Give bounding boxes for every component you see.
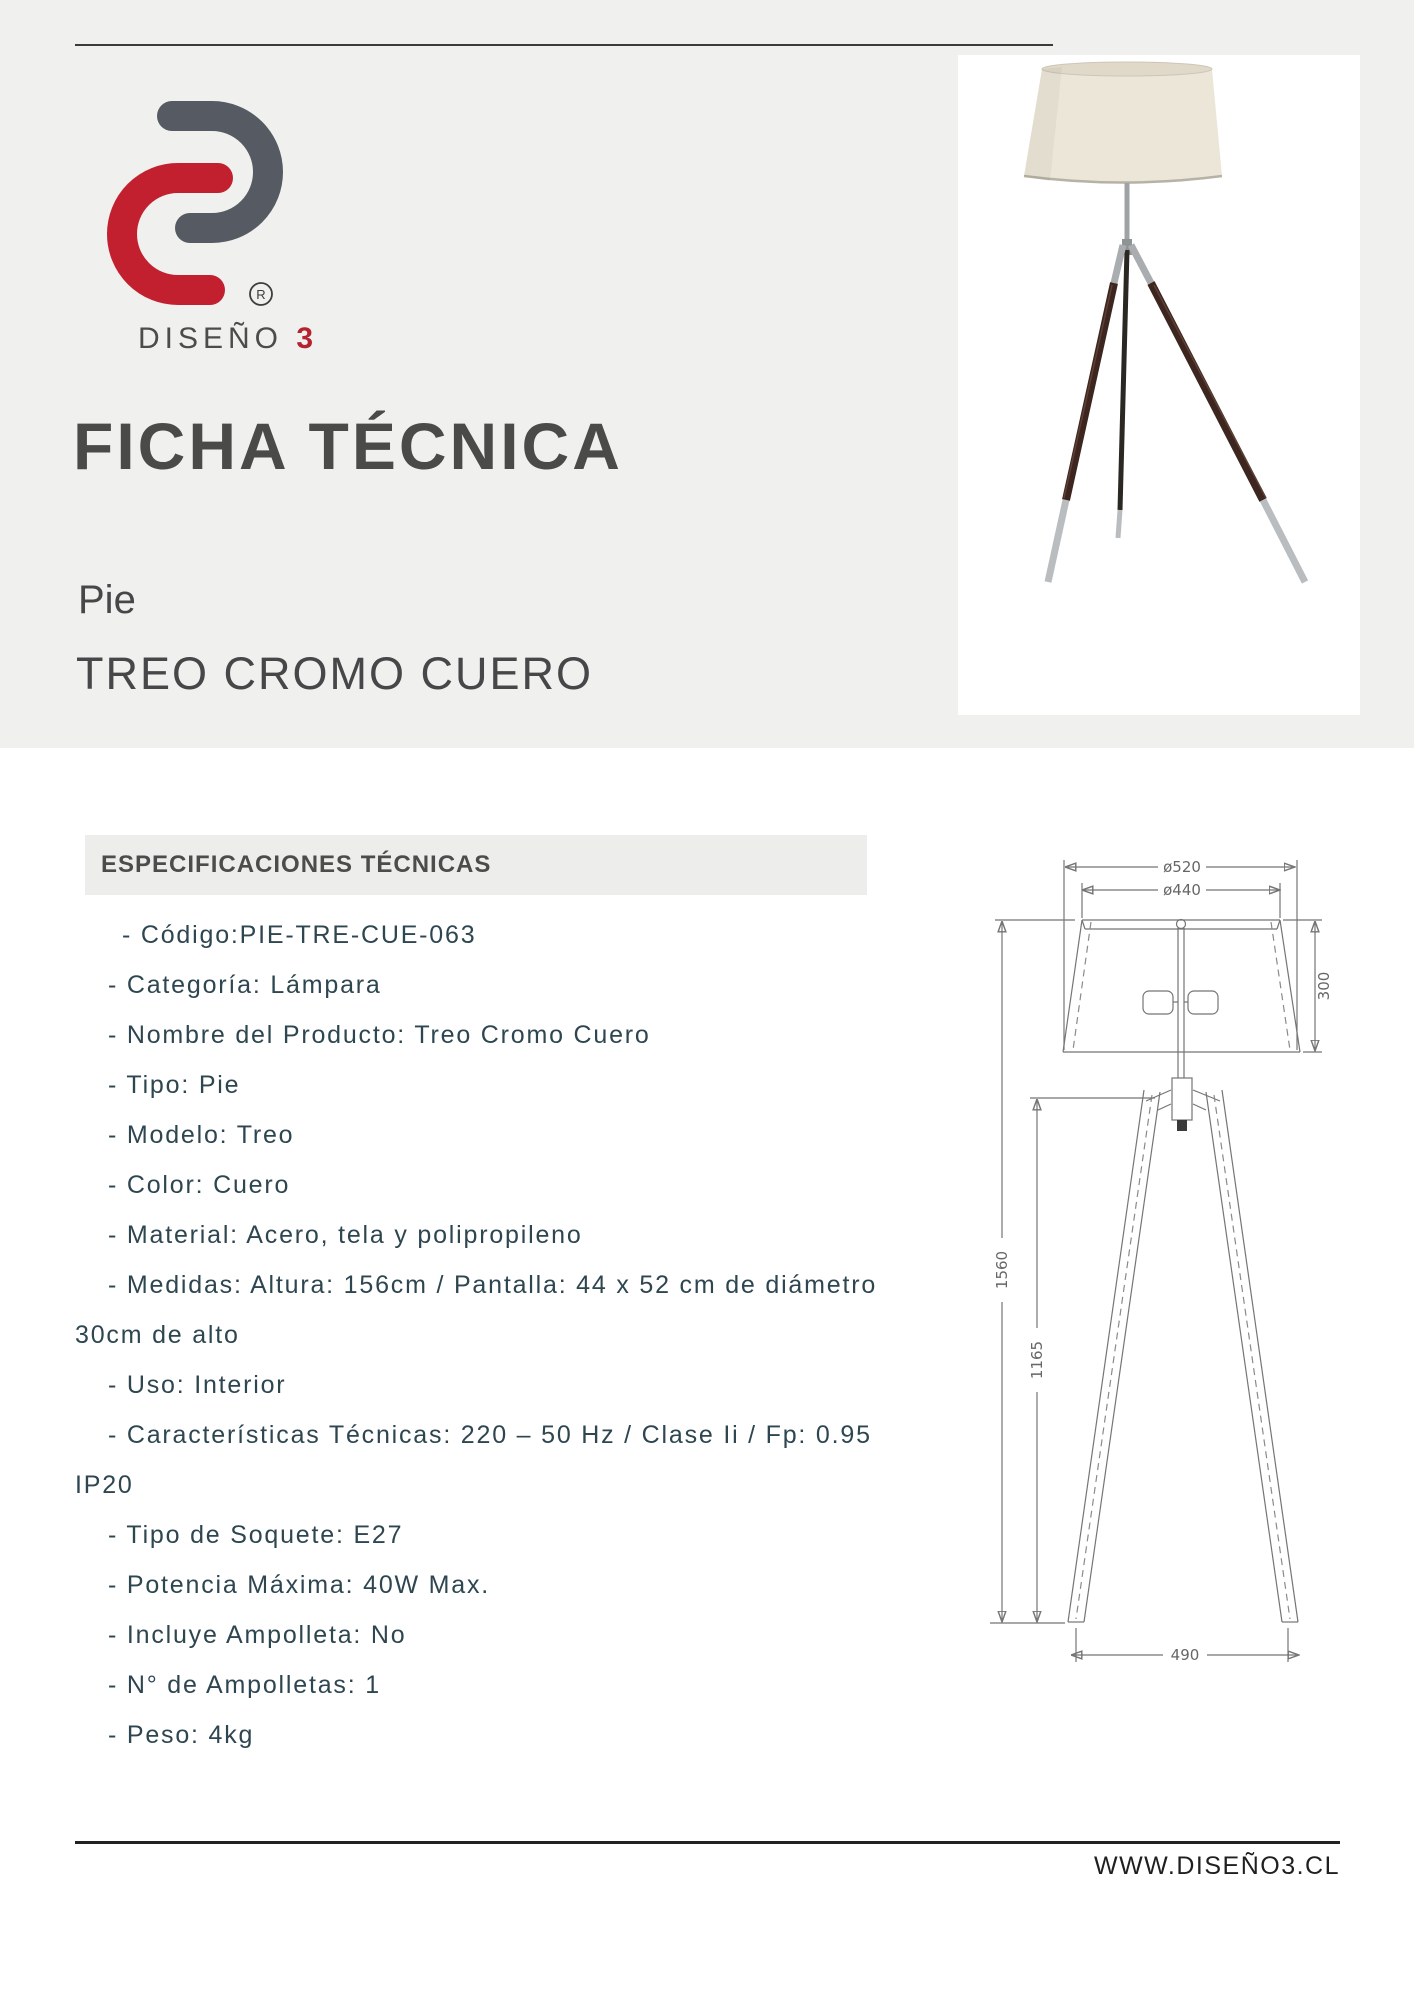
lamp-right-leg-chrome bbox=[1131, 245, 1151, 283]
shade-left-side bbox=[1063, 920, 1082, 1052]
footer-rule bbox=[75, 1841, 1340, 1844]
left-leg-inner bbox=[1084, 1092, 1160, 1622]
spec-line: IP20 bbox=[75, 1471, 134, 1499]
spec-line: - Incluye Ampolleta: No bbox=[108, 1621, 407, 1649]
lamp-left-leg-seam bbox=[1064, 285, 1112, 498]
page-title: FICHA TÉCNICA bbox=[73, 409, 623, 483]
spec-line: - Tipo: Pie bbox=[108, 1071, 241, 1099]
top-rule bbox=[75, 44, 1053, 46]
spec-line: - Modelo: Treo bbox=[108, 1121, 295, 1149]
spec-line: - Material: Acero, tela y polipropileno bbox=[108, 1221, 583, 1249]
lamp-left-leg-chrome bbox=[1114, 245, 1123, 283]
brand-logo bbox=[100, 88, 290, 318]
spec-line: - Categoría: Lámpara bbox=[108, 971, 382, 999]
spec-line: - Color: Cuero bbox=[108, 1171, 291, 1199]
dim-shade-outer-label: ø520 bbox=[1163, 858, 1201, 876]
spec-line: - Nombre del Producto: Treo Cromo Cuero bbox=[108, 1021, 651, 1049]
dim-shade-inner-label: ø440 bbox=[1163, 881, 1201, 899]
apex-line bbox=[1193, 1104, 1206, 1110]
product-name: TREO CROMO CUERO bbox=[76, 648, 594, 699]
brand-wordmark bbox=[138, 322, 318, 356]
spec-line: - Uso: Interior bbox=[108, 1371, 287, 1399]
lamp-left-leg-leather bbox=[1066, 283, 1114, 500]
footer-url: WWW.DISEÑO3.CL bbox=[1093, 1852, 1340, 1880]
spec-line: - Medidas: Altura: 156cm / Pantalla: 44 x 52 cm de diámetro bbox=[108, 1271, 878, 1299]
right-leg-dashed bbox=[1214, 1095, 1290, 1619]
spec-line: - Tipo de Soquete: E27 bbox=[108, 1521, 404, 1549]
spec-line: - Peso: 4kg bbox=[108, 1721, 255, 1749]
wordmark-red: 3 bbox=[296, 322, 319, 355]
shade-right-inner-dashed bbox=[1271, 922, 1290, 1050]
lamp-shade-top bbox=[1042, 62, 1212, 76]
spec-line: - Potencia Máxima: 40W Max. bbox=[108, 1571, 491, 1599]
product-photo bbox=[958, 55, 1360, 715]
registered-mark-letter: R bbox=[256, 287, 266, 302]
lamp-right-leg-tip bbox=[1263, 500, 1305, 582]
wordmark-gray: DISEÑO bbox=[138, 322, 284, 355]
lamp-left-leg-tip bbox=[1048, 500, 1066, 582]
shade-corner bbox=[1277, 920, 1280, 929]
lamp-center-leg-tip bbox=[1118, 510, 1120, 538]
lamp-right-leg-leather bbox=[1151, 283, 1263, 500]
lamp-right-leg-seam bbox=[1154, 285, 1266, 498]
spec-line: - Características Técnicas: 220 – 50 Hz / Clase Ii / Fp: 0.95 bbox=[108, 1421, 872, 1449]
finial-circle bbox=[1177, 920, 1186, 929]
dim-shade-height-label: 300 bbox=[1315, 971, 1333, 1001]
left-leg-dashed bbox=[1076, 1095, 1152, 1619]
dim-leg-height-label: 1165 bbox=[1028, 1340, 1046, 1380]
spec-line: - Código:PIE-TRE-CUE-063 bbox=[122, 921, 477, 949]
right-leg-inner bbox=[1206, 1092, 1282, 1622]
technical-drawing bbox=[935, 850, 1365, 1680]
product-type: Pie bbox=[78, 578, 136, 622]
spec-line: 30cm de alto bbox=[75, 1321, 240, 1349]
tripod-socket-box bbox=[1172, 1078, 1192, 1120]
apex-line bbox=[1158, 1104, 1171, 1110]
lamp-stem bbox=[1125, 183, 1130, 241]
lamp-center-leg bbox=[1120, 250, 1127, 510]
shade-corner bbox=[1082, 920, 1085, 929]
right-leg-outer bbox=[1222, 1090, 1298, 1622]
shade-left-inner-dashed bbox=[1073, 922, 1091, 1050]
specs-header bbox=[85, 835, 867, 895]
specs-header-label: ESPECIFICACIONES TÉCNICAS bbox=[101, 851, 492, 878]
left-leg-outer bbox=[1068, 1090, 1144, 1622]
dim-total-height-label: 1560 bbox=[993, 1250, 1011, 1290]
bulb-socket-right bbox=[1188, 991, 1218, 1014]
lamp-photo-illustration bbox=[958, 55, 1360, 715]
dim-base-width-label: 490 bbox=[1170, 1646, 1200, 1664]
spec-line: - N° de Ampolletas: 1 bbox=[108, 1671, 381, 1699]
socket-nub bbox=[1177, 1120, 1187, 1131]
specs-list bbox=[75, 910, 1005, 1770]
bulb-socket-left bbox=[1143, 991, 1173, 1014]
